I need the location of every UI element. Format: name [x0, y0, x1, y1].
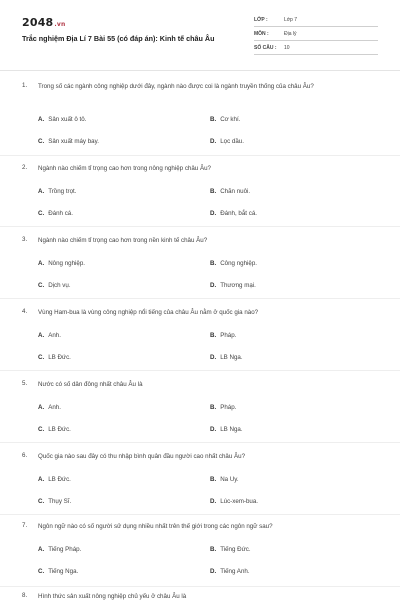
question-number: 7.	[22, 522, 28, 529]
option-d[interactable]	[210, 498, 258, 505]
option-text: Tiếng Nga.	[48, 568, 79, 575]
question-text: Trong số các ngành công nghiệp dưới đây, ngành nào được coi là ngành truyền thống của châu Âu?	[38, 83, 314, 90]
question-text: Ngành nào chiếm tỉ trọng cao hơn trong nông nghiệp châu Âu?	[38, 165, 211, 172]
question-text: Quốc gia nào sau đây có thu nhập bình quân đầu người cao nhất châu Âu?	[38, 453, 246, 460]
option-letter: C.	[38, 138, 45, 145]
question-text: Ngôn ngữ nào có số người sử dụng nhiều nhất trên thế giới trong các ngôn ngữ sau?	[38, 523, 273, 530]
option-letter: D.	[210, 138, 217, 145]
question-item	[22, 452, 382, 510]
option-letter: B.	[210, 546, 217, 553]
option-text: Anh.	[48, 404, 61, 411]
option-text: Sản xuất máy bay.	[48, 138, 99, 145]
meta-row-class	[254, 15, 378, 27]
option-text: Cơ khí.	[220, 116, 241, 123]
question-separator	[0, 226, 400, 227]
option-a[interactable]	[38, 116, 86, 123]
option-d[interactable]	[210, 138, 244, 145]
option-text: Sản xuất ô tô.	[48, 116, 87, 123]
option-letter: B.	[210, 476, 217, 483]
option-b[interactable]	[210, 404, 236, 411]
question-number: 1.	[22, 82, 28, 89]
option-d[interactable]	[210, 568, 250, 575]
option-d[interactable]	[210, 354, 243, 361]
option-text: Na Uy.	[220, 476, 239, 483]
option-text: LB Nga.	[220, 354, 243, 361]
option-b[interactable]	[210, 116, 240, 123]
question-number: 8.	[22, 592, 28, 599]
option-text: Đánh cá.	[48, 210, 73, 217]
option-a[interactable]	[38, 546, 81, 553]
option-b[interactable]	[210, 476, 239, 483]
question-item	[22, 164, 382, 222]
meta-label: SỐ CÂU :	[254, 45, 277, 51]
option-letter: A.	[38, 476, 45, 483]
option-letter: C.	[38, 354, 45, 361]
option-letter: A.	[38, 404, 45, 411]
option-letter: C.	[38, 426, 45, 433]
option-a[interactable]	[38, 476, 71, 483]
logo-suffix-text: .vn	[54, 21, 66, 28]
option-text: Pháp.	[220, 404, 237, 411]
option-letter: A.	[38, 546, 45, 553]
option-letter: D.	[210, 498, 217, 505]
option-a[interactable]	[38, 260, 85, 267]
header-divider	[0, 70, 400, 71]
option-text: Đánh, bắt cá.	[220, 210, 257, 217]
option-d[interactable]	[210, 426, 243, 433]
option-c[interactable]	[38, 568, 78, 575]
page-header	[0, 0, 400, 68]
option-text: Nông nghiệp.	[48, 260, 85, 267]
option-text: Lúc-xem-bua.	[220, 498, 259, 505]
option-text: LB Nga.	[220, 426, 243, 433]
option-text: Anh.	[48, 332, 61, 339]
option-text: Lọc dầu.	[220, 138, 244, 145]
question-item	[22, 236, 382, 294]
question-item	[22, 380, 382, 438]
question-text: Nước có số dân đông nhất châu Âu là	[38, 381, 143, 388]
option-letter: D.	[210, 568, 217, 575]
question-separator	[0, 586, 400, 587]
option-c[interactable]	[38, 210, 73, 217]
question-number: 5.	[22, 380, 28, 387]
option-text: Tiếng Đức.	[220, 546, 251, 553]
option-letter: A.	[38, 188, 45, 195]
question-text: Hình thức sản xuất nông nghiệp chủ yếu ở châu Âu là	[38, 593, 187, 600]
meta-value: 10	[284, 45, 290, 51]
option-b[interactable]	[210, 188, 250, 195]
option-a[interactable]	[38, 404, 61, 411]
question-number: 4.	[22, 308, 28, 315]
option-a[interactable]	[38, 332, 61, 339]
option-c[interactable]	[38, 354, 71, 361]
option-c[interactable]	[38, 426, 71, 433]
option-letter: B.	[210, 188, 217, 195]
question-item	[22, 522, 382, 580]
question-separator	[0, 298, 400, 299]
option-text: LB Đức.	[48, 354, 71, 361]
option-text: LB Đức.	[48, 476, 71, 483]
option-d[interactable]	[210, 282, 256, 289]
option-letter: B.	[210, 260, 217, 267]
question-text: Vùng Ham-bua là vùng công nghiệp nổi tiếng của châu Âu nằm ở quốc gia nào?	[38, 309, 259, 316]
question-text: Ngành nào chiếm tỉ trọng cao hơn trong nền kinh tế châu Âu?	[38, 237, 208, 244]
question-number: 6.	[22, 452, 28, 459]
option-letter: A.	[38, 332, 45, 339]
question-separator	[0, 155, 400, 156]
question-item	[22, 592, 382, 600]
option-text: LB Đức.	[48, 426, 71, 433]
option-letter: C.	[38, 568, 45, 575]
option-d[interactable]	[210, 210, 257, 217]
option-text: Công nghiệp.	[220, 260, 257, 267]
question-number: 3.	[22, 236, 28, 243]
option-letter: C.	[38, 498, 45, 505]
meta-value: Lớp 7	[284, 17, 298, 23]
option-letter: D.	[210, 282, 217, 289]
option-letter: B.	[210, 404, 217, 411]
option-c[interactable]	[38, 498, 71, 505]
meta-row-subject	[254, 29, 378, 41]
option-b[interactable]	[210, 332, 236, 339]
option-c[interactable]	[38, 138, 99, 145]
option-text: Tiếng Pháp.	[48, 546, 82, 553]
question-number: 2.	[22, 164, 28, 171]
option-letter: C.	[38, 210, 45, 217]
meta-row-count	[254, 43, 378, 55]
option-text: Pháp.	[220, 332, 237, 339]
option-text: Tiếng Anh.	[220, 568, 250, 575]
option-text: Chăn nuôi.	[220, 188, 251, 195]
option-text: Thụy Sĩ.	[48, 498, 72, 505]
option-letter: B.	[210, 116, 217, 123]
option-b[interactable]	[210, 546, 251, 553]
meta-value: Địa lý	[284, 31, 297, 37]
question-item	[22, 308, 382, 366]
option-letter: A.	[38, 260, 45, 267]
meta-label: LỚP :	[254, 17, 268, 23]
option-letter: B.	[210, 332, 217, 339]
option-text: Dịch vụ.	[48, 282, 71, 289]
option-text: Trồng trọt.	[48, 188, 77, 195]
option-letter: D.	[210, 210, 217, 217]
question-item	[22, 82, 382, 152]
option-letter: D.	[210, 354, 217, 361]
page-title: Trắc nghiệm Địa Lí 7 Bài 55 (có đáp án): Kinh tế châu Âu	[22, 34, 215, 43]
question-separator	[0, 514, 400, 515]
question-separator	[0, 442, 400, 443]
option-letter: C.	[38, 282, 45, 289]
option-a[interactable]	[38, 188, 77, 195]
option-text: Thương mại.	[220, 282, 256, 289]
option-letter: A.	[38, 116, 45, 123]
option-letter: D.	[210, 426, 217, 433]
logo-main-text: 2048	[22, 16, 54, 29]
question-separator	[0, 370, 400, 371]
meta-label: MÔN :	[254, 31, 269, 37]
option-b[interactable]	[210, 260, 257, 267]
site-logo[interactable]	[22, 16, 65, 29]
option-c[interactable]	[38, 282, 71, 289]
